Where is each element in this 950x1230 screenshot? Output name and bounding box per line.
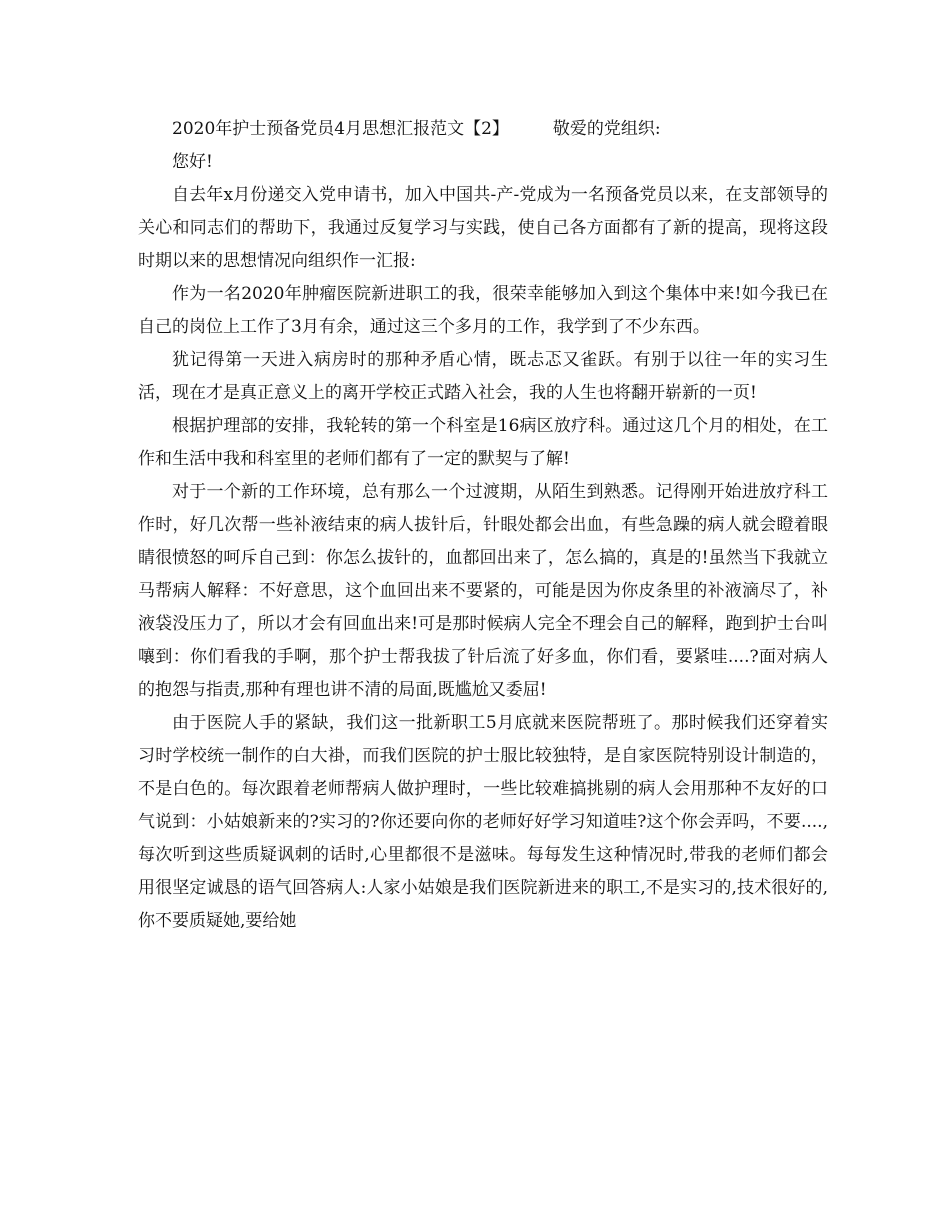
paragraph: 作为一名2020年肿瘤医院新进职工的我，很荣幸能够加入到这个集体中来!如今我已在自己的岗位上工作了3月有余，通过这三个多月的工作，我学到了不少东西。	[138, 284, 828, 337]
document-title: 2020年护士预备党员4月思想汇报范文【2】	[172, 119, 509, 139]
salutation: 敬爱的党组织:	[552, 119, 661, 139]
title-line	[138, 113, 828, 146]
paragraph: 犹记得第一天进入病房时的那种矛盾心情，既忐忑又雀跃。有别于以往一年的实习生活，现在才是真正意义上的离开学校正式踏入社会，我的人生也将翻开崭新的一页!	[138, 350, 828, 403]
paragraph: 对于一个新的工作环境，总有那么一个过渡期，从陌生到熟悉。记得刚开始进放疗科工作时，好几次帮一些补液结束的病人拔针后，针眼处都会出血，有些急躁的病人就会瞪着眼睛很愤怒的呵斥自己到：你怎么拔针的，血都回出来了，怎么搞的，真是的!虽然当下我就立马帮病人解释：不好意思，这个血回出来不要紧的，可能是因为你皮条里的补液滴尽了，补液袋没压力了，所以才会有回血出来!可是那时候病人完全不理会自己的解释，跑到护士台叫嚷到：你们看我的手啊，那个护士帮我拔了针后流了好多血，你们看，要紧哇....?面对病人的抱怨与指责,那种有理也讲不清的局面,既尴尬又委屈!	[138, 482, 828, 700]
paragraph: 自去年x月份递交入党申请书，加入中国共-产-党成为一名预备党员以来，在支部领导的关心和同志们的帮助下，我通过反复学习与实践，使自己各方面都有了新的提高，现将这段时期以来的思想情况向组织作一汇报:	[138, 185, 828, 271]
greeting: 您好!	[172, 152, 213, 172]
paragraph: 根据护理部的安排，我轮转的第一个科室是16病区放疗科。通过这几个月的相处，在工作和生活中我和科室里的老师们都有了一定的默契与了解!	[138, 416, 828, 469]
document-body	[138, 113, 828, 938]
paragraph: 由于医院人手的紧缺，我们这一批新职工5月底就来医院帮班了。那时候我们还穿着实习时学校统一制作的白大褂，而我们医院的护士服比较独特，是自家医院特别设计制造的，不是白色的。每次跟着老师帮病人做护理时，一些比较难搞挑剔的病人会用那种不友好的口气说到：小姑娘新来的?实习的?你还要向你的老师好好学习知道哇?这个你会弄吗，不要....,每次听到这些质疑讽刺的话时,心里都很不是滋味。每每发生这种情况时,带我的老师们都会用很坚定诚恳的语气回答病人:人家小姑娘是我们医院新进来的职工,不是实习的,技术很好的,你不要质疑她,要给她	[138, 713, 828, 931]
